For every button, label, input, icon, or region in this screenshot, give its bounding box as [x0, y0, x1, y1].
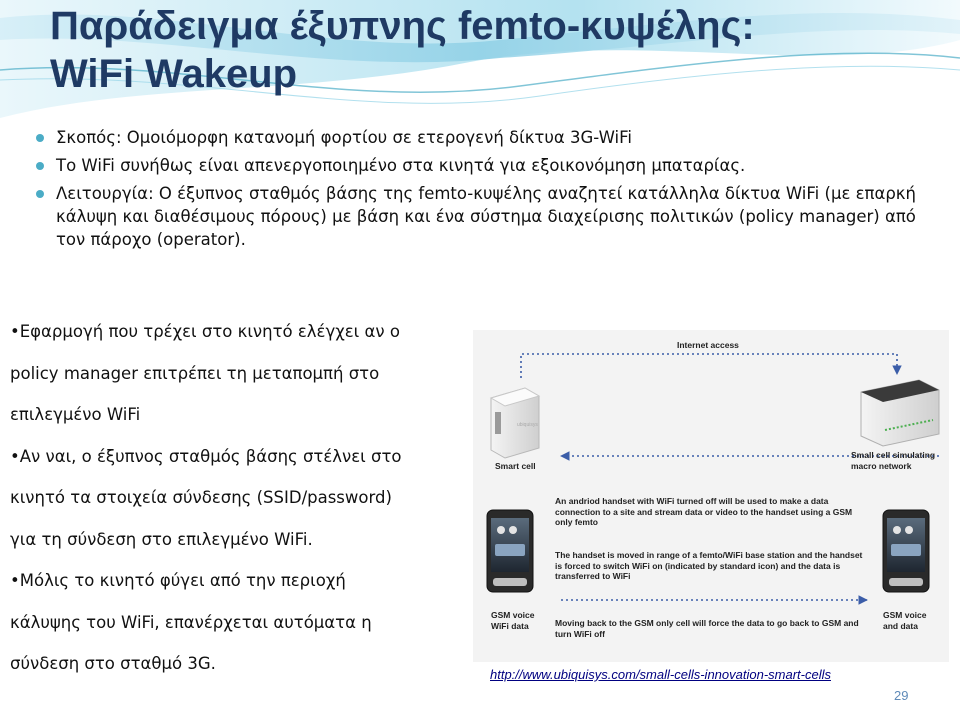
- bullet-dot-icon: [36, 134, 44, 142]
- bullet-text: Λειτουργία: Ο έξυπνος σταθμός βάσης της femto-κυψέλης αναζητεί κατάλληλα δίκτυα WiFi (με επαρκή κάλυψη και διαθέσιμους πόρους) με βάση και ένα σύστημα διαχείρισης πολιτικών (policy manager) από τον πάροχο (operator).: [56, 184, 916, 249]
- internet-access-label: Internet access: [677, 340, 739, 350]
- left-text-line: •Αν ναι, ο έξυπνος σταθμός βάσης στέλνει στο: [10, 446, 402, 466]
- bullet-dot-icon: [36, 162, 44, 170]
- left-text-line: •Εφαρμογή που τρέχει στο κινητό ελέγχει αν ο: [10, 322, 400, 341]
- left-text-line: επιλεγμένο WiFi: [10, 405, 141, 424]
- step-2-description: The handset is moved in range of a femto/WiFi base station and the handset is forced to switch WiFi on (indicated by standard icon) and the data is transferred to WiFi: [555, 550, 863, 581]
- bullet-item: [36, 154, 946, 177]
- smart-cell-label: Smart cell: [495, 461, 536, 471]
- left-text-line: για τη σύνδεση στο επιλεγμένο WiFi.: [10, 529, 313, 549]
- page-number: 29: [894, 688, 909, 703]
- source-link[interactable]: http://www.ubiquisys.com/small-cells-innovation-smart-cells: [490, 667, 831, 682]
- step-1-description: An andriod handset with WiFi turned off will be used to make a data connection to a site and stream data or video to the handset using a GSM only femto: [555, 496, 853, 527]
- phone-right-label: GSM voice and data: [883, 610, 927, 631]
- smart-cell-device-icon: [491, 388, 539, 458]
- left-text-line: σύνδεση στο σταθμό 3G.: [10, 654, 216, 673]
- step-3-description: Moving back to the GSM only cell will force the data to go back to GSM and turn WiFi off: [555, 618, 859, 639]
- bullet-dot-icon: [36, 190, 44, 198]
- bullet-item: [36, 182, 946, 251]
- left-text-line: κινητό τα στοιχεία σύνδεσης (SSID/password): [10, 488, 392, 507]
- macro-network-label: Small cell simulating macro network: [851, 450, 936, 471]
- device-brand-label: ubiquisys: [517, 422, 538, 428]
- title-line-2: WiFi Wakeup: [50, 52, 298, 96]
- phone-right-icon: [883, 510, 929, 592]
- phone-left-icon: [487, 510, 533, 592]
- left-text-line: •Μόλις το κινητό φύγει από την περιοχή: [10, 571, 346, 590]
- left-text-line: policy manager επιτρέπει τη μεταπομπή στο: [10, 363, 380, 383]
- title-line-1: Παράδειγμα έξυπνης femto-κυψέλης:: [50, 4, 755, 48]
- wifi-wakeup-diagram: [473, 330, 949, 662]
- left-text-line: κάλυψης του WiFi, επανέρχεται αυτόματα η: [10, 612, 372, 632]
- macro-cell-device-icon: [861, 380, 939, 446]
- phone-left-label: GSM voice WiFi data: [491, 610, 535, 631]
- bullet-text: Σκοπός: Ομοιόμορφη κατανομή φορτίου σε ετερογενή δίκτυα 3G-WiFi: [56, 128, 633, 147]
- top-bullet-list: [36, 126, 946, 256]
- bullet-text: Το WiFi συνήθως είναι απενεργοποιημένο στα κινητά για εξοικονόμηση μπαταρίας.: [56, 156, 746, 175]
- internet-access-path: [521, 354, 897, 378]
- bullet-item: [36, 126, 946, 149]
- slide-title: [50, 2, 950, 98]
- left-text-block: [10, 311, 475, 685]
